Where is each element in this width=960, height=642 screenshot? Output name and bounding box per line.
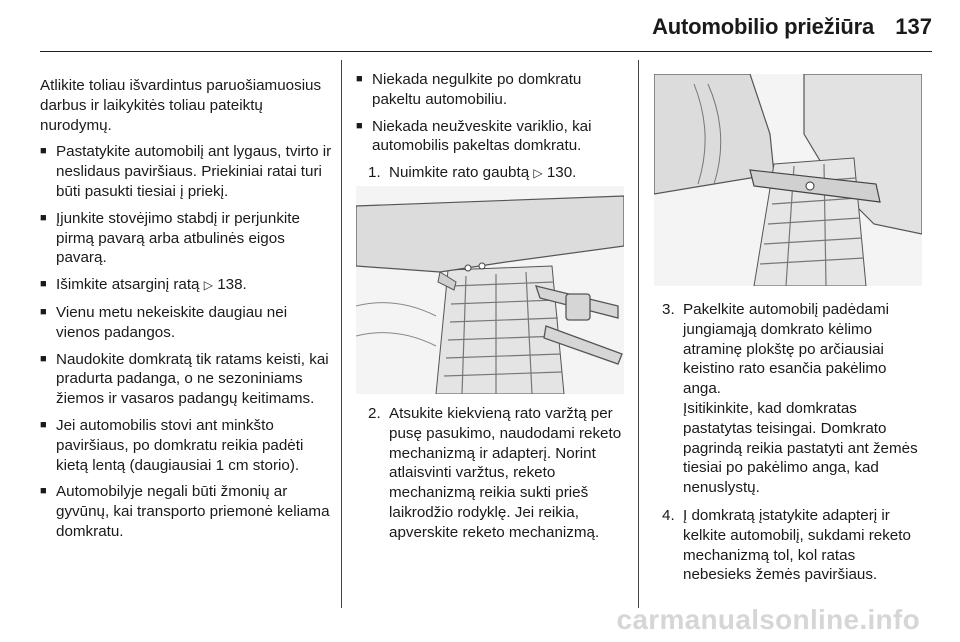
step-4: 4. Į domkratą įstatykite adapterį ir kelkite automobilį, sukdami reketo mechanizmą tol, kol ratas nebesieks žemės paviršiaus.	[662, 506, 911, 584]
list-item: ■ Pastatykite automobilį ant lygaus, tvirto ir neslidaus paviršiaus. Priekiniai ratai turi būti pasukti tiesiai į priekį.	[40, 142, 332, 201]
column-divider-2	[638, 60, 639, 608]
list-item: ■ Niekada negulkite po domkratu pakeltu automobiliu.	[356, 70, 632, 110]
list-item: ■ Vienu metu nekeiskite daugiau nei vienos padangos.	[40, 303, 332, 343]
list-item: ■ Jei automobilis stovi ant minkšto paviršiaus, po domkratu reikia padėti kietą lentą (daugiausiai 1 cm storio).	[40, 416, 332, 475]
page-reference-icon: ▷	[203, 278, 213, 293]
page-number: 137	[895, 14, 932, 39]
list-item: ■ Įjunkite stovėjimo stabdį ir perjunkite pirmą pavarą arba atbulinės eigos pavarą.	[40, 209, 332, 268]
page-reference-link[interactable]: 130.	[546, 164, 577, 182]
page-reference-link[interactable]: 138.	[217, 276, 247, 294]
list-item: ■ Naudokite domkratą tik ratams keisti, kai pradurta padanga, o ne sezoniniams žiemos ir vasaros padangų keitimams.	[40, 350, 332, 409]
page-header	[0, 0, 960, 52]
right-column	[662, 300, 924, 585]
list-item: ■ Automobilyje negali būti žmonių ar gyvūnų, kai transporto priemonė keliama domkratu.	[40, 482, 332, 541]
header-divider	[40, 51, 932, 52]
step-1: 1. Nuimkite rato gaubtą ▷ 130.	[368, 164, 577, 182]
left-column	[40, 76, 332, 542]
middle-column-top	[356, 70, 632, 184]
list-item: ■ Niekada neužveskite variklio, kai automobilis pakeltas domkratu.	[356, 117, 632, 157]
intro-paragraph: Atlikite toliau išvardintus paruošiamuosius darbus ir laikykitės toliau pateiktų nurodymų.	[40, 77, 322, 134]
list-item: ■ Išimkite atsarginį ratą ▷ 138.	[40, 275, 332, 296]
column-divider-1	[341, 60, 342, 608]
watermark-text: carmanualsonline.info	[616, 604, 920, 635]
section-title: Automobilio priežiūra	[652, 14, 874, 39]
page-reference-icon: ▷	[533, 166, 543, 181]
step-3: 3. Pakelkite automobilį padėdami jungiamąją domkrato kėlimo atraminę plokštę po arčiausiai keistino rato esančia pakėlimo anga.	[662, 301, 889, 398]
jack-placement-illustration	[654, 74, 922, 286]
wheel-bolts-illustration	[356, 186, 624, 394]
step-2: 2. Atsukite kiekvieną rato varžtą per pusę pasukimo, naudodami reketo mechanizmą ir adapterį. Norint atlaisvinti varžtus, reketo mechanizmą reikia sukti prieš laikrodžio rodyklę. Jei reikia, apverskite reketo mechanizmą.	[368, 405, 622, 541]
middle-column-bottom	[368, 404, 632, 543]
step-3-note: Įsitikinkite, kad domkratas pastatytas teisingai. Domkrato pagrindą reikia pastatyti ant žemės tiesiai po pakėlimo anga, kad nenuslystų.	[683, 399, 918, 497]
